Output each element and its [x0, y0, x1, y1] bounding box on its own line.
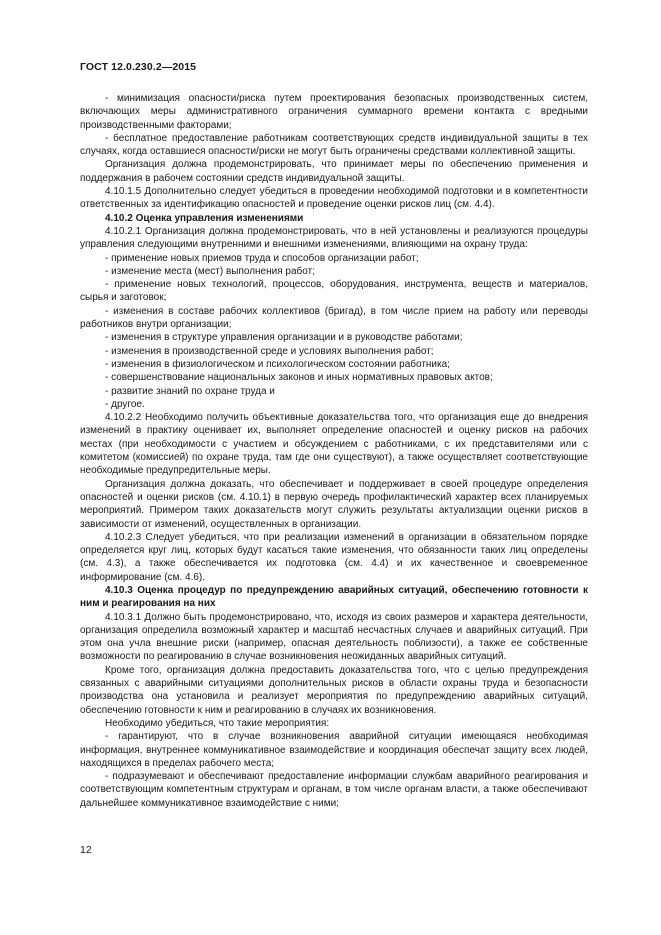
paragraph: 4.10.2.2 Необходимо получить объективные доказательства того, что организация еще до внедрения изменений в практику оценивает их, выполняет определение опасностей и оценку рисков на рабочих местах (при необходимости с участием и обсуждением с работниками, с их представителями или с комитетом (комиссией) по охране труда, там где они существуют), а также осуществляет соответствующие необходимые предупредительные меры. [80, 412, 588, 477]
section-heading: 4.10.3 Оценка процедур по предупреждению аварийных ситуаций, обеспечению готовности к ним и реагирования на них [80, 584, 588, 610]
list-item: - гарантируют, что в случае возникновения аварийной ситуации имеющаяся необходимая информация, внутреннее коммуникативное взаимодействие и координация обеспечат защиту всех людей, находящихся в пределах рабочего места; [80, 731, 588, 769]
paragraph: Кроме того, организация должна предоставить доказательства того, что с целью предупреждения связанных с аварийными ситуациями дополнительных рисков в области охраны труда и безопасности производства она установила и реализует мероприятия по предупреждению аварийных ситуаций, обеспечению готовности к ним и реагированию в случаях их возникновения. [80, 664, 588, 716]
list-item: - изменения в структуре управления организации и в руководстве работами; [105, 332, 463, 344]
document-body [80, 92, 588, 810]
list-item: - развитие знаний по охране труда и [105, 385, 275, 397]
list-item: - совершенствование национальных законов и иных нормативных правовых актов; [105, 372, 493, 384]
list-item: - другое. [105, 398, 145, 410]
paragraph: Необходимо убедиться, что такие мероприятия: [105, 717, 330, 729]
list-item: - изменения в производственной среде и условиях выполнения работ; [105, 345, 434, 357]
paragraph: Организация должна доказать, что обеспечивает и поддерживает в своей процедуре определения опасностей и оценки рисков (см. 4.10.1) в первую очередь профилактический характер всех планируемых мероприятий. Примером таких доказательств могут служить результаты актуализации оценки рисков в зависимости от изменений, осуществленных в организации. [80, 478, 588, 530]
paragraph: - бесплатное предоставление работникам соответствующих средств индивидуальной защиты в тех случаях, когда оставшиеся опасности/риски не могут быть ограничены средствами коллективной защиты. [80, 132, 588, 158]
document-header: ГОСТ 12.0.230.2—2015 [80, 61, 197, 73]
paragraph: 4.10.1.5 Дополнительно следует убедиться в проведении необходимой подготовки и в компетентности ответственных за идентификацию опасностей и проведение оценки рисков лиц (см. 4.4). [80, 186, 588, 211]
paragraph: - минимизация опасности/риска путем проектирования безопасных производственных систем, включающих меры административного ограничения суммарного времени контакта с вредными производственными факторами; [80, 93, 588, 131]
section-heading: 4.10.2 Оценка управления изменениями [105, 212, 304, 224]
list-item: - изменения в составе рабочих коллективов (бригад), в том числе прием на работу или переводы работников внутри организации; [80, 305, 588, 331]
page-number: 12 [80, 844, 92, 856]
paragraph: 4.10.3.1 Должно быть продемонстрировано, что, исходя из своих размеров и характера деятельности, организация определила возможный характер и масштаб несчастных случаев и аварийных ситуаций. При этом она учла внешние риски (например, опасная деятельность поблизости), а также ее собственные возможности по реагированию в случае возникновения неожиданных аварийных ситуаций. [80, 611, 588, 663]
list-item: - подразумевают и обеспечивают предоставление информации службам аварийного реагирования и соответствующим компетентным структурам и органам, в том числе органам власти, а также обеспечивают дальнейшее коммуникативное взаимодействие с ними; [80, 771, 588, 809]
list-item: - изменения в физиологическом и психологическом состоянии работника; [105, 358, 450, 370]
list-item: - применение новых приемов труда и способов организации работ; [105, 252, 419, 264]
list-item: - применение новых технологий, процессов, оборудования, инструмента, веществ и материалов, сырья и заготовок; [80, 279, 588, 304]
paragraph: 4.10.2.3 Следует убедиться, что при реализации изменений в организации в обязательном порядке определяется круг лиц, которых будут касаться такие изменения, что обязанности таких лиц определены (см. 4.3), а также обеспечивается их подготовка (см. 4.4) и их качественное и своевременное информирование (см. 4.6). [80, 531, 588, 583]
paragraph: Организация должна продемонстрировать, что принимает меры по обеспечению применения и поддержания в рабочем состоянии средств индивидуальной защиты. [80, 159, 588, 184]
paragraph: 4.10.2.1 Организация должна продемонстрировать, что в ней установлены и реализуются процедуры управления следующими внутренними и внешними изменениями, влияющими на охрану труда: [80, 225, 588, 251]
list-item: - изменение места (мест) выполнения работ; [105, 265, 315, 277]
